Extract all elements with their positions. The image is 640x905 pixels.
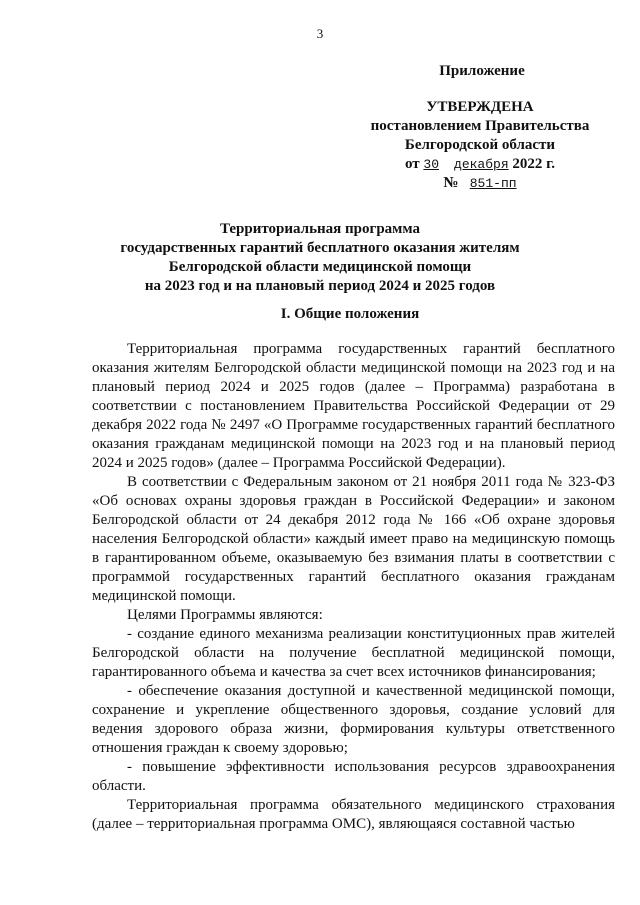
appendix-label: Приложение — [439, 63, 525, 79]
document-body — [92, 340, 615, 834]
paragraph-program-basis: Территориальная программа государственных гарантий бесплатного оказания жителям Белгородской области медицинской помощи на 2023 год и на плановый период 2024 и 2025 годов (далее – Программа) разработана в соответствии с постановлением Правительства Российской Федерации от 29 декабря 2022 года № 2497 «О Программе государственных гарантий бесплатного оказания гражданам медицинской помощи на 2023 год и на плановый период 2024 и 2025 годов» (далее – Программа Российской Федерации). — [92, 341, 615, 471]
goal-item-3: - повышение эффективности использования ресурсов здравоохранения области. — [92, 759, 615, 794]
section-heading: I. Общие положения — [280, 306, 420, 322]
resolution-number — [350, 174, 610, 193]
resolution-line-1: постановлением Правительства — [370, 118, 590, 134]
document-title — [80, 220, 560, 296]
page-number: 3 — [316, 26, 324, 41]
resolution-date — [350, 155, 610, 174]
date-day: 30 — [423, 157, 440, 172]
title-line-4: на 2023 год и на плановый период 2024 и 2025 годов — [144, 278, 496, 294]
number-value: 851-пп — [469, 176, 517, 191]
goal-item-1: - создание единого механизма реализации конституционных прав жителей Белгородской области на получение бесплатной медицинской помощи, гарантированного объема и качества за счет всех источников финансирования; — [92, 626, 615, 680]
resolution-line-2: Белгородской области — [404, 137, 556, 153]
paragraph-goals-intro: Целями Программы являются: — [127, 607, 323, 623]
paragraph-oms: Территориальная программа обязательного медицинского страхования (далее – территориальная программа ОМС), являющаяся составной частью — [92, 797, 615, 832]
goal-item-2: - обеспечение оказания доступной и качественной медицинской помощи, сохранение и укрепление общественного здоровья, создание условий для ведения здорового образа жизни, формирования культуры ответственного отношения граждан к своему здоровью; — [92, 683, 615, 756]
date-month: декабря — [454, 157, 509, 172]
approved-label: УТВЕРЖДЕНА — [426, 99, 534, 115]
title-line-2: государственных гарантий бесплатного оказания жителям — [120, 240, 520, 256]
paragraph-legal-basis: В соответствии с Федеральным законом от 21 ноября 2011 года № 323-ФЗ «Об основах охраны здоровья граждан в Российской Федерации» и законом Белгородской области от 24 декабря 2012 года № 166 «Об охране здоровья населения Белгородской области» каждый имеет право на медицинскую помощь в гарантированном объеме, оказываемую без взимания платы в соответствии с программой государственных гарантий бесплатного оказания гражданам медицинской помощи. — [92, 474, 615, 604]
title-line-3: Белгородской области медицинской помощи — [168, 259, 472, 275]
date-prefix: от — [404, 156, 420, 172]
number-prefix: № — [443, 175, 459, 191]
title-line-1: Территориальная программа — [219, 221, 421, 237]
date-year: 2022 г. — [512, 156, 555, 172]
